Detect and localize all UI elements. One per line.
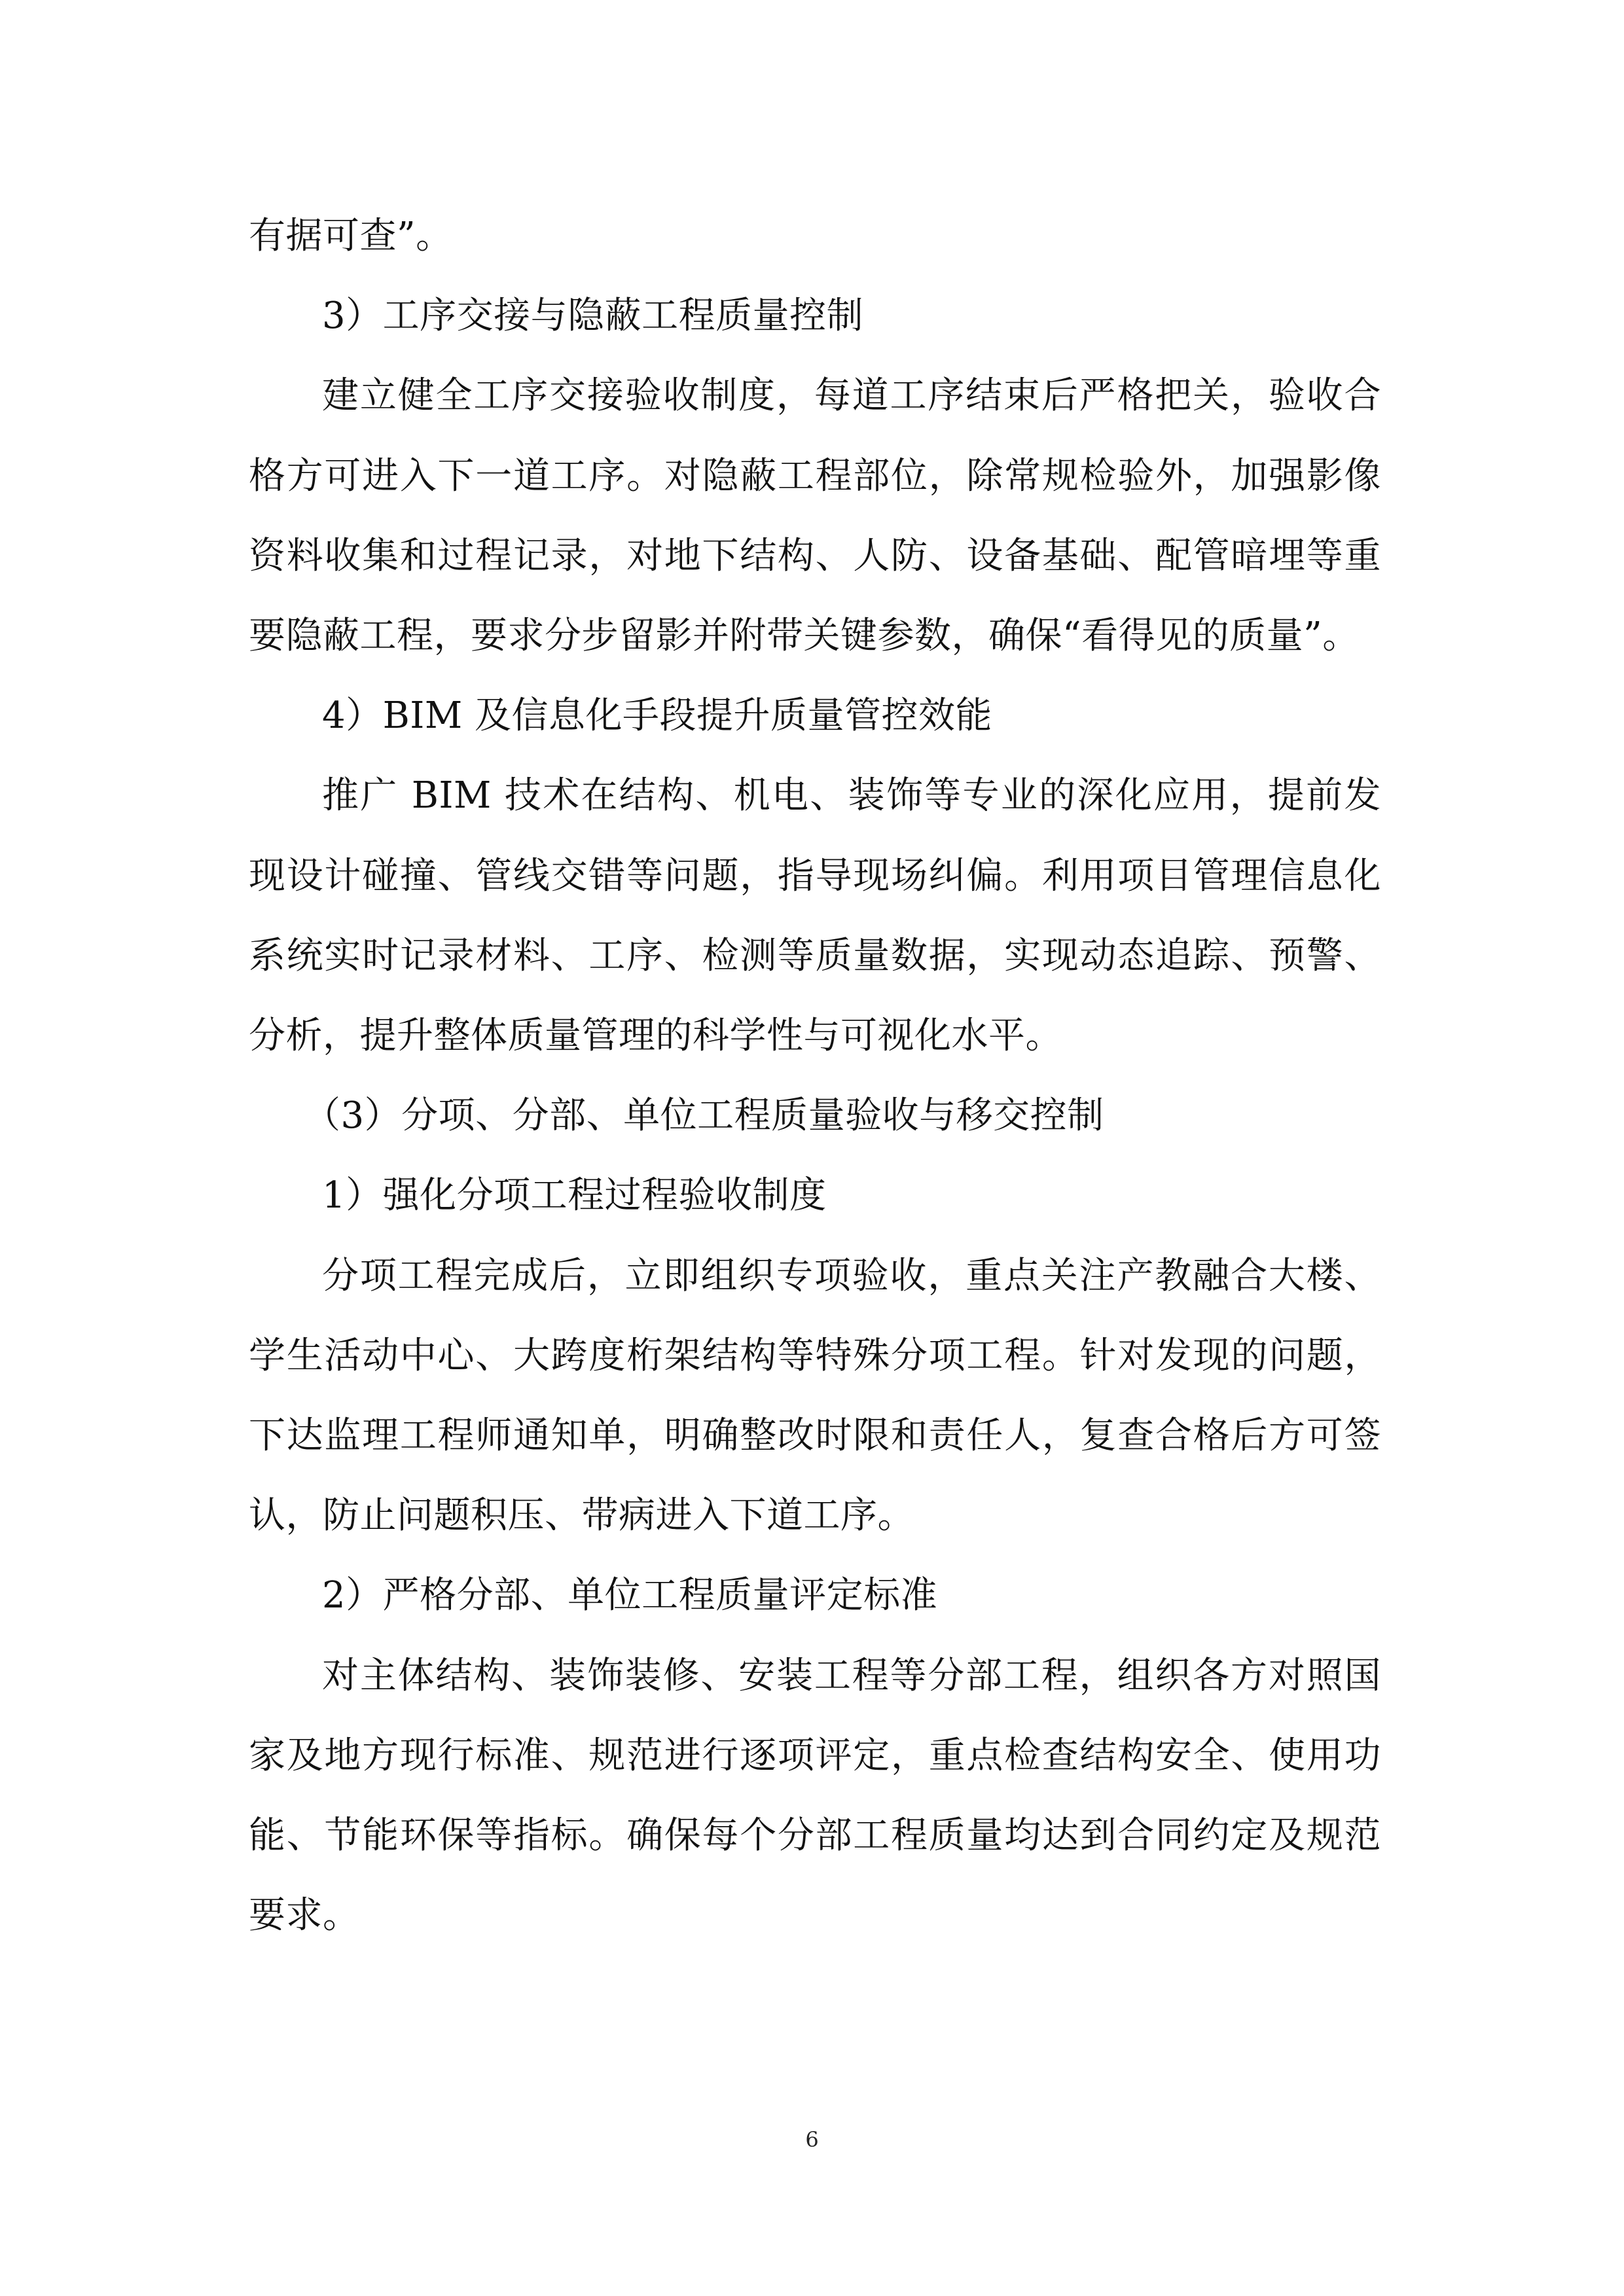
paragraph-item-acceptance: 分项工程完成后，立即组织专项验收，重点关注产教融合大楼、学生活动中心、大跨度桁架结构等特殊分项工程。针对发现的问题，下达监理工程师通知单，明确整改时限和责任人，复查合格后方可签认，防止问题积压、带病进入下道工序。 — [249, 1254, 1381, 1537]
page-number: 6 — [805, 2127, 819, 2152]
section-heading-acceptance: （3）分项、分部、单位工程质量验收与移交控制 — [304, 1094, 1104, 1138]
subheading-bim: 4）BIM 及信息化手段提升质量管控效能 — [322, 694, 993, 738]
subheading-item-acceptance: 1）强化分项工程过程验收制度 — [322, 1174, 827, 1217]
subheading-quality-standard: 2）严格分部、单位工程质量评定标准 — [322, 1574, 938, 1617]
paragraph-process-handover: 建立健全工序交接验收制度，每道工序结束后严格把关，验收合格方可进入下一道工序。对隐蔽工程部位，除常规检验外，加强影像资料收集和过程记录，对地下结构、人防、设备基础、配管暗埋等重要隐蔽工程，要求分步留影并附带关键参数，确保“看得见的质量”。 — [249, 374, 1381, 658]
paragraph-bim: 推广 BIM 技术在结构、机电、装饰等专业的深化应用，提前发现设计碰撞、管线交错等问题，指导现场纠偏。利用项目管理信息化系统实时记录材料、工序、检测等质量数据，实现动态追踪、预警、分析，提升整体质量管理的科学性与可视化水平。 — [249, 774, 1381, 1058]
paragraph-quality-standard: 对主体结构、装饰装修、安装工程等分部工程，组织各方对照国家及地方现行标准、规范进行逐项评定，重点检查结构安全、使用功能、节能环保等指标。确保每个分部工程质量均达到合同约定及规范要求。 — [249, 1654, 1381, 1937]
subheading-process-handover: 3）工序交接与隐蔽工程质量控制 — [322, 295, 864, 338]
paragraph-continuation: 有据可查”。 — [249, 215, 453, 257]
document-body — [249, 196, 1381, 1956]
